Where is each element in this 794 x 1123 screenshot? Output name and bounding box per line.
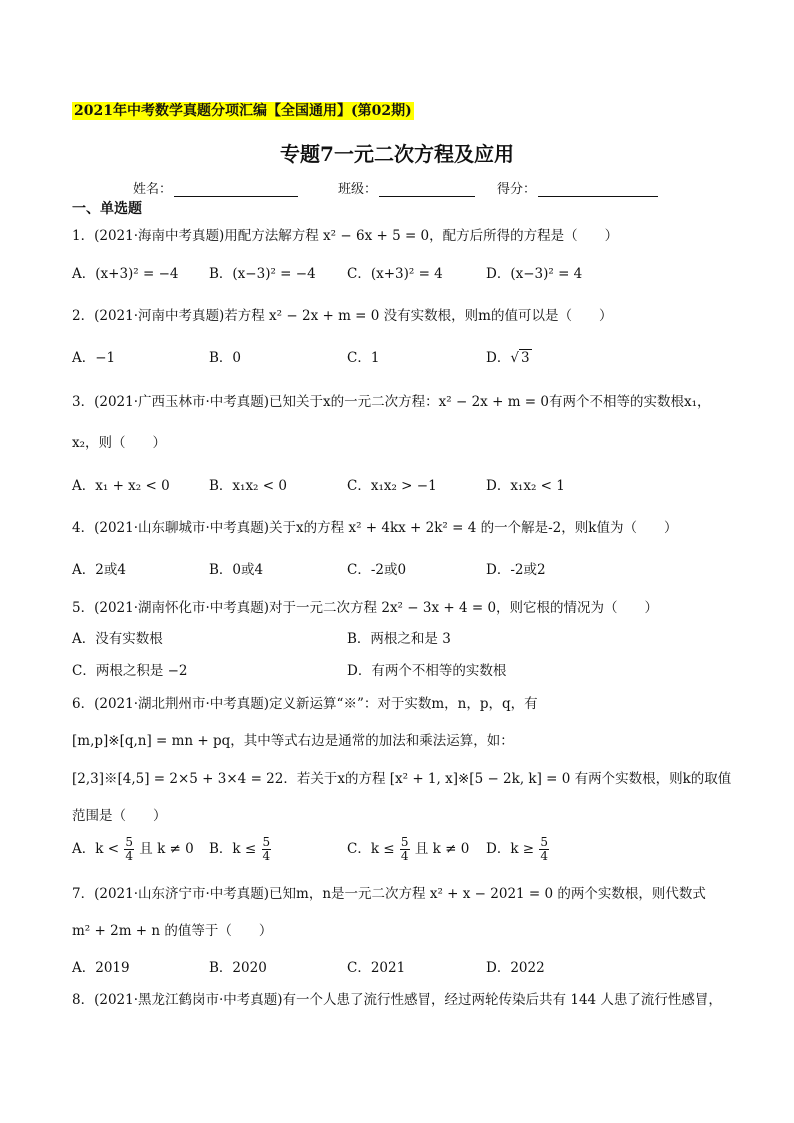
class-label: 班级： [338, 182, 378, 197]
question-1-stem: 1．(2021·海南中考真题)用配方法解方程 x² − 6x + 5 = 0，配方后所得的方程是（ ） [72, 228, 619, 244]
question-6-option-a[interactable]: A．k < $\frac{5}{4}$ 且 k ≠ 0 [72, 835, 194, 863]
question-5-option-b[interactable]: B．两根之和是 3 [347, 631, 451, 647]
question-4-option-c[interactable]: C．-2或0 [347, 562, 407, 578]
sqrt-icon: √ [510, 350, 519, 366]
question-2-option-b[interactable]: B．0 [209, 350, 242, 366]
radicand: 3 [520, 350, 530, 366]
question-2-option-a[interactable]: A．−1 [72, 350, 116, 366]
question-2-stem: 2．(2021·河南中考真题)若方程 x² − 2x + m = 0 没有实数根，则m的值可以是（ ） [72, 308, 613, 324]
question-3-stem-line2: x₂，则（ ） [72, 435, 167, 451]
question-4-stem: 4．(2021·山东聊城市·中考真题)关于x的方程 x² + 4kx + 2k² = 4 的一个解是-2，则k值为（ ） [72, 520, 678, 536]
question-7-option-b[interactable]: B．2020 [209, 960, 267, 976]
question-1-option-a[interactable]: A．(x+3)² = −4 [72, 266, 179, 282]
question-6-stem-line3: [2,3]※[4,5] = 2×5 + 3×4 = 22．若关于x的方程 [x² + 1, x]※[5 − 2k, k] = 0 有两个实数根，则k的取值 [72, 771, 732, 787]
question-5-option-d[interactable]: D．有两个不相等的实数根 [347, 663, 507, 679]
score-field[interactable] [497, 178, 658, 197]
question-7-stem-line1: 7．(2021·山东济宁市·中考真题)已知m，n是一元二次方程 x² + x − 2021 = 0 的两个实数根，则代数式 [72, 886, 706, 902]
name-field[interactable] [133, 178, 298, 197]
question-5-option-c[interactable]: C．两根之积是 −2 [72, 663, 188, 679]
class-blank[interactable] [379, 182, 475, 197]
name-blank[interactable] [174, 182, 298, 197]
name-label: 姓名： [133, 182, 173, 197]
section-heading: 一、单选题 [72, 201, 142, 217]
score-blank[interactable] [538, 182, 658, 197]
score-label: 得分： [497, 182, 537, 197]
question-7-option-c[interactable]: C．2021 [347, 960, 406, 976]
question-6-option-c[interactable]: C．k ≤ $\frac{5}{4}$ 且 k ≠ 0 [347, 835, 470, 863]
question-1-option-c[interactable]: C．(x+3)² = 4 [347, 266, 443, 282]
question-6-stem-line2: [m,p]※[q,n] = mn + pq，其中等式右边是通常的加法和乘法运算，如： [72, 733, 514, 749]
page-title: 专题7一元二次方程及应用 [280, 142, 514, 166]
question-4-option-a[interactable]: A．2或4 [72, 562, 126, 578]
question-2-option-c[interactable]: C．1 [347, 350, 380, 366]
question-7-stem-line2: m² + 2m + n 的值等于（ ） [72, 923, 273, 939]
question-4-option-d[interactable]: D．-2或2 [486, 562, 546, 578]
question-5-option-a[interactable]: A．没有实数根 [72, 631, 163, 647]
fraction: $\frac{5}{4}$ [540, 835, 549, 863]
question-2-option-d[interactable]: D．√ 3 [486, 350, 530, 366]
question-3-stem-line1: 3．(2021·广西玉林市·中考真题)已知关于x的一元二次方程：x² − 2x + m = 0有两个不相等的实数根x₁， [72, 394, 711, 410]
question-1-option-d[interactable]: D．(x−3)² = 4 [486, 266, 583, 282]
question-6-stem-line1: 6．(2021·湖北荆州市·中考真题)定义新运算“※”：对于实数m，n，p，q，有 [72, 696, 538, 712]
class-field[interactable] [338, 178, 475, 197]
question-6-stem-line4: 范围是（ ） [72, 808, 167, 824]
fraction: $\frac{5}{4}$ [262, 835, 271, 863]
question-6-option-b[interactable]: B．k ≤ $\frac{5}{4}$ [209, 835, 271, 863]
fraction: $\frac{5}{4}$ [125, 835, 133, 863]
question-5-stem: 5．(2021·湖南怀化市·中考真题)对于一元二次方程 2x² − 3x + 4 = 0，则它根的情况为（ ） [72, 600, 659, 616]
question-7-option-d[interactable]: D．2022 [486, 960, 545, 976]
question-3-option-a[interactable]: A．x₁ + x₂ < 0 [72, 478, 170, 494]
question-3-option-c[interactable]: C．x₁x₂ > −1 [347, 478, 437, 494]
question-4-option-b[interactable]: B．0或4 [209, 562, 264, 578]
question-3-option-b[interactable]: B．x₁x₂ < 0 [209, 478, 287, 494]
question-7-option-a[interactable]: A．2019 [72, 960, 130, 976]
question-8-stem: 8．(2021·黑龙江鹤岗市·中考真题)有一个人患了流行性感冒，经过两轮传染后共有 144 人患了流行性感冒， [72, 992, 722, 1008]
question-1-option-b[interactable]: B．(x−3)² = −4 [209, 266, 316, 282]
question-3-option-d[interactable]: D．x₁x₂ < 1 [486, 478, 565, 494]
fraction: $\frac{5}{4}$ [400, 835, 409, 863]
header-banner: 2021年中考数学真题分项汇编【全国通用】(第02期) [74, 103, 412, 119]
question-6-option-d[interactable]: D．k ≥ $\frac{5}{4}$ [486, 835, 549, 863]
